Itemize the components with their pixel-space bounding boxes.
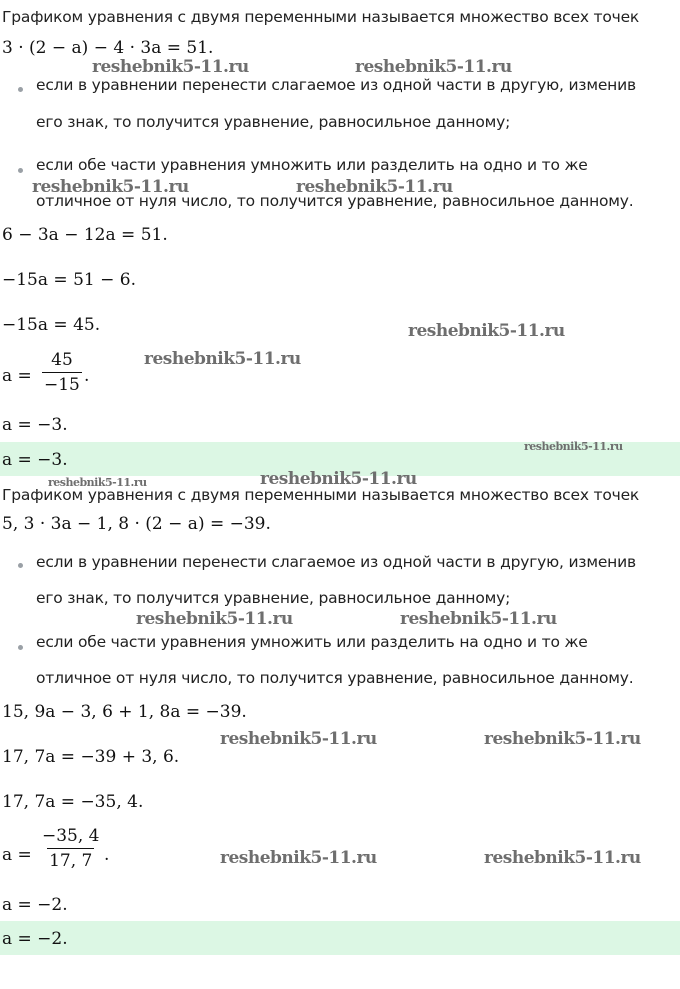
equation-2: 5, 3 · 3a − 1, 8 · (2 − a) = −39. [2,514,271,534]
fraction [40,826,102,871]
rule-2-line-2: отличное от нуля число, то получится уравнение, равносильное данному. [36,192,634,210]
rule-1-line-1: если в уравнении перенести слагаемое из одной части в другую, изменив [36,553,636,571]
watermark: reshebnik5-11.ru [48,476,147,489]
fraction-period: . [84,366,90,386]
solution-step: 6 − 3a − 12a = 51. [2,225,168,245]
solution-step: a = −2. [2,895,68,915]
solution-step: −15a = 45. [2,315,101,335]
rule-1-line-2: его знак, то получится уравнение, равносильное данному; [36,589,511,607]
rule-1-line-1: если в уравнении перенести слагаемое из одной части в другую, изменив [36,76,636,94]
intro-text-1: Графиком уравнения с двумя переменными называется множество всех точек [2,8,640,26]
solution-step: −15a = 51 − 6. [2,270,136,290]
watermark: reshebnik5-11.ru [408,321,565,341]
answer-1: a = −3. [2,450,68,470]
answer-2: a = −2. [2,929,68,949]
watermark: reshebnik5-11.ru [484,848,641,868]
rule-2-line-1: если обе части уравнения умножить или разделить на одно и то же [36,633,588,651]
fraction-denominator: −15 [42,372,82,395]
watermark: reshebnik5-11.ru [136,609,293,629]
solution-step: a = −3. [2,415,68,435]
watermark: reshebnik5-11.ru [144,349,301,369]
fraction [42,350,82,395]
fraction-denominator: 17, 7 [47,848,94,871]
rule-2-line-2: отличное от нуля число, то получится уравнение, равносильное данному. [36,669,634,687]
watermark: reshebnik5-11.ru [296,177,453,197]
equation-1: 3 · (2 − a) − 4 · 3a = 51. [2,38,214,58]
fraction-lhs: a = [2,366,32,386]
fraction-period: . [104,845,110,865]
watermark: reshebnik5-11.ru [32,177,189,197]
watermark: reshebnik5-11.ru [220,729,377,749]
solution-step: 15, 9a − 3, 6 + 1, 8a = −39. [2,702,247,722]
watermark: reshebnik5-11.ru [92,57,249,77]
intro-text-2: Графиком уравнения с двумя переменными называется множество всех точек [2,486,640,504]
fraction-numerator: 45 [51,350,73,370]
bullet-dot [18,563,23,568]
solution-step: 17, 7a = −39 + 3, 6. [2,747,180,767]
bullet-dot [18,168,23,173]
solution-step: 17, 7a = −35, 4. [2,792,144,812]
watermark: reshebnik5-11.ru [484,729,641,749]
watermark: reshebnik5-11.ru [260,469,417,489]
rule-1-line-2: его знак, то получится уравнение, равносильное данному; [36,113,511,131]
watermark: reshebnik5-11.ru [524,440,623,453]
bullet-dot [18,645,23,650]
rule-2-line-1: если обе части уравнения умножить или разделить на одно и то же [36,156,588,174]
watermark: reshebnik5-11.ru [400,609,557,629]
watermark: reshebnik5-11.ru [355,57,512,77]
fraction-lhs: a = [2,845,32,865]
bullet-dot [18,87,23,92]
fraction-numerator: −35, 4 [42,826,100,846]
watermark: reshebnik5-11.ru [220,848,377,868]
answer-highlight-2 [0,921,680,955]
